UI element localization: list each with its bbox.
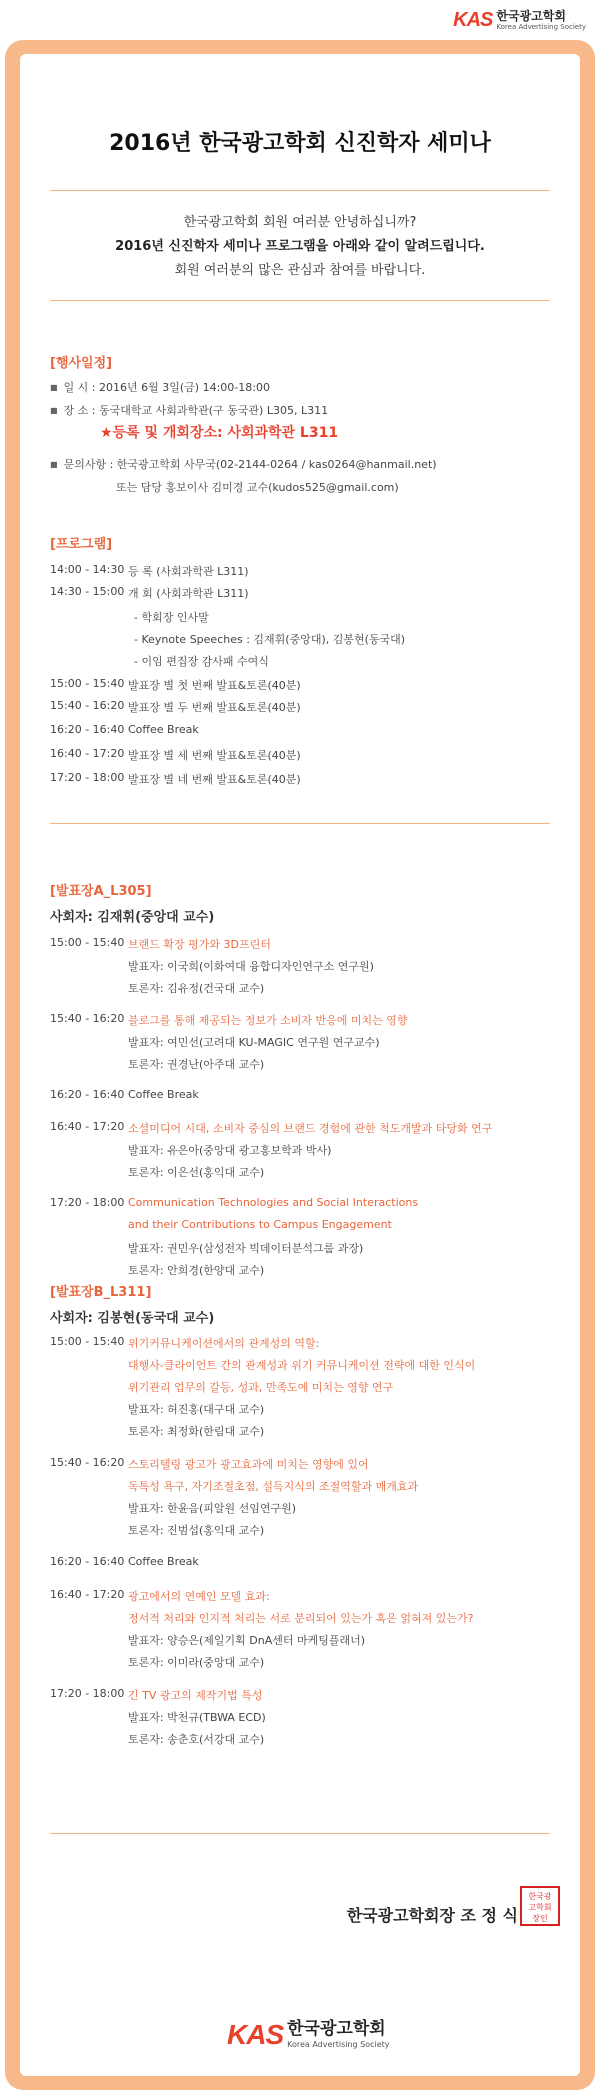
program-time: 16:40 - 17:20 (50, 747, 125, 760)
official-seal: 한국광 고학회 장인 (520, 1886, 560, 1926)
venue-note: ★등록 및 개회장소: 사회과학관 L311 (100, 425, 339, 441)
room-b-heading: [발표장B_L311] (50, 1285, 152, 1300)
logo-english-name: Korea Advertising Society (287, 2040, 390, 2049)
program-item: - 이임 편집장 감사패 수여식 (134, 655, 269, 668)
intro-line: 한국광고학회 회원 여러분 안녕하십니까? (183, 215, 417, 230)
invitation-body (20, 54, 580, 2076)
program-item: 개 회 (사회과학관 L311) (128, 587, 249, 600)
program-item: 발표장 별 네 번째 발표&토론(40분) (128, 773, 301, 786)
session-title: Communication Technologies and Social Interactions (128, 1196, 419, 1209)
intro-line: 회원 여러분의 많은 관심과 참여를 바랍니다. (174, 263, 426, 278)
session-title: 긴 TV 광고의 제작기법 특성 (128, 1689, 263, 1702)
session-time: 17:20 - 18:00 (50, 1196, 125, 1209)
logo-korean-name: 한국광고학회 (287, 2019, 386, 2039)
divider (50, 1833, 550, 1834)
program-item: Coffee Break (128, 723, 199, 736)
session-person: 발표자: 유은아(중앙대 광고홍보학과 박사) (128, 1144, 332, 1157)
session-person: Coffee Break (128, 1088, 199, 1101)
session-person: 발표자: 한윤음(피알원 선임연구원) (128, 1502, 297, 1515)
session-time: 17:20 - 18:00 (50, 1687, 125, 1700)
session-time: 15:40 - 16:20 (50, 1012, 125, 1025)
session-person: 발표자: 이국희(이화여대 융합디자인연구소 연구원) (128, 960, 374, 973)
session-title: 소셜미디어 시대, 소비자 중심의 브랜드 경험에 관한 척도개발과 타당화 연구 (128, 1122, 493, 1135)
session-time: 15:00 - 15:40 (50, 1335, 125, 1348)
session-time: 16:40 - 17:20 (50, 1120, 125, 1133)
intro-line: 2016년 신진학자 세미나 프로그램을 아래와 같이 알려드립니다. (115, 239, 485, 254)
event-heading: [행사일정] (50, 356, 113, 371)
session-person: 토론자: 안희경(한양대 교수) (128, 1264, 265, 1277)
session-time: 15:00 - 15:40 (50, 936, 125, 949)
session-person: 발표자: 박천규(TBWA ECD) (128, 1711, 266, 1724)
session-person: 발표자: 여민선(고려대 KU-MAGIC 연구원 연구교수) (128, 1036, 380, 1049)
room-a-chair: 사회자: 김재휘(중앙대 교수) (50, 910, 215, 925)
program-time: 17:20 - 18:00 (50, 771, 125, 784)
session-title: 블로그를 통해 제공되는 정보가 소비자 반응에 미치는 영향 (128, 1014, 408, 1027)
session-title: 광고에서의 연예인 모델 효과: (128, 1590, 270, 1603)
session-time: 16:40 - 17:20 (50, 1588, 125, 1601)
logo-mark: KAS (227, 2019, 284, 2050)
program-item: 발표장 별 첫 번째 발표&토론(40분) (128, 679, 301, 692)
event-place: ■ 장 소 : 동국대학교 사회과학관(구 동국관) L305, L311 (50, 402, 328, 418)
footer-kas-logo[interactable] (227, 2019, 390, 2051)
event-contact-alt: 또는 담당 홍보이사 김미경 교수(kudos525@gmail.com) (116, 481, 399, 494)
session-time: 16:20 - 16:40 (50, 1555, 125, 1568)
divider (50, 300, 550, 301)
divider (50, 823, 550, 824)
session-title: 브랜드 확장 평가와 3D프린터 (128, 938, 271, 951)
program-item: 발표장 별 두 번째 발표&토론(40분) (128, 701, 301, 714)
session-person: 발표자: 권민우(삼성전자 빅데이터분석그룹 과장) (128, 1242, 364, 1255)
divider (50, 190, 550, 191)
session-time: 16:20 - 16:40 (50, 1088, 125, 1101)
kas-logo[interactable] (453, 9, 586, 32)
session-title: 정서적 처리와 인지적 처리는 서로 분리되어 있는가 혹은 얽혀져 있는가? (128, 1612, 474, 1625)
room-b-chair: 사회자: 김봉현(동국대 교수) (50, 1311, 215, 1326)
session-person: 발표자: 양승은(제일기획 DnA센터 마케팅플래너) (128, 1634, 366, 1647)
program-time: 16:20 - 16:40 (50, 723, 125, 736)
session-person: 토론자: 최정화(한림대 교수) (128, 1425, 265, 1438)
program-time: 15:40 - 16:20 (50, 699, 125, 712)
program-item: 발표장 별 세 번째 발표&토론(40분) (128, 749, 301, 762)
top-bar (0, 0, 600, 40)
invitation-frame (5, 40, 595, 2090)
logo-korean-name: 한국광고학회 (496, 9, 566, 23)
event-contact: ■ 문의사항 : 한국광고학회 사무국(02-2144-0264 / kas0264@hanmail.net) (50, 456, 437, 472)
program-time: 14:30 - 15:00 (50, 585, 125, 598)
logo-mark: KAS (453, 9, 493, 31)
page-title: 2016년 한국광고학회 신진학자 세미나 (109, 131, 491, 156)
session-person: 토론자: 진범섭(홍익대 교수) (128, 1524, 265, 1537)
session-title: 스토리텔링 광고가 광고효과에 미치는 영향에 있어 (128, 1458, 369, 1471)
program-time: 14:00 - 14:30 (50, 563, 125, 576)
session-title: and their Contributions to Campus Engagement (128, 1218, 392, 1231)
program-item: - Keynote Speeches : 김재휘(중앙대), 김봉현(동국대) (134, 633, 406, 646)
program-time: 15:00 - 15:40 (50, 677, 125, 690)
session-title: 독특성 욕구, 자기조절초점, 설득지식의 조절역할과 매개효과 (128, 1480, 419, 1493)
logo-english-name: Korea Advertising Society (496, 23, 586, 31)
session-person: 토론자: 송춘호(서강대 교수) (128, 1733, 265, 1746)
session-person: 토론자: 김유정(건국대 교수) (128, 982, 265, 995)
program-item: - 학회장 인사말 (134, 611, 209, 624)
event-date: ■ 일 시 : 2016년 6월 3일(금) 14:00-18:00 (50, 379, 270, 395)
session-time: 15:40 - 16:20 (50, 1456, 125, 1469)
session-title: 대행사-클라이언트 간의 관계성과 위기 커뮤니케이션 전략에 대한 인식이 (128, 1359, 476, 1372)
session-person: 발표자: 허진홍(대구대 교수) (128, 1403, 265, 1416)
program-item: 등 록 (사회과학관 L311) (128, 565, 249, 578)
program-heading: [프로그램] (50, 537, 113, 552)
session-person: 토론자: 이은선(홍익대 교수) (128, 1166, 265, 1179)
room-a-heading: [발표장A_L305] (50, 884, 152, 899)
session-person: 토론자: 권경난(아주대 교수) (128, 1058, 265, 1071)
president-signature: 한국광고학회장 조 정 식 (346, 1906, 518, 1925)
intro-text (20, 211, 580, 283)
session-person: 토론자: 이미라(중앙대 교수) (128, 1656, 265, 1669)
session-person: Coffee Break (128, 1555, 199, 1568)
session-title: 위기커뮤니케이션에서의 관계성의 역할: (128, 1337, 320, 1350)
session-title: 위기관리 업무의 갈등, 성과, 만족도에 미치는 영향 연구 (128, 1381, 394, 1394)
